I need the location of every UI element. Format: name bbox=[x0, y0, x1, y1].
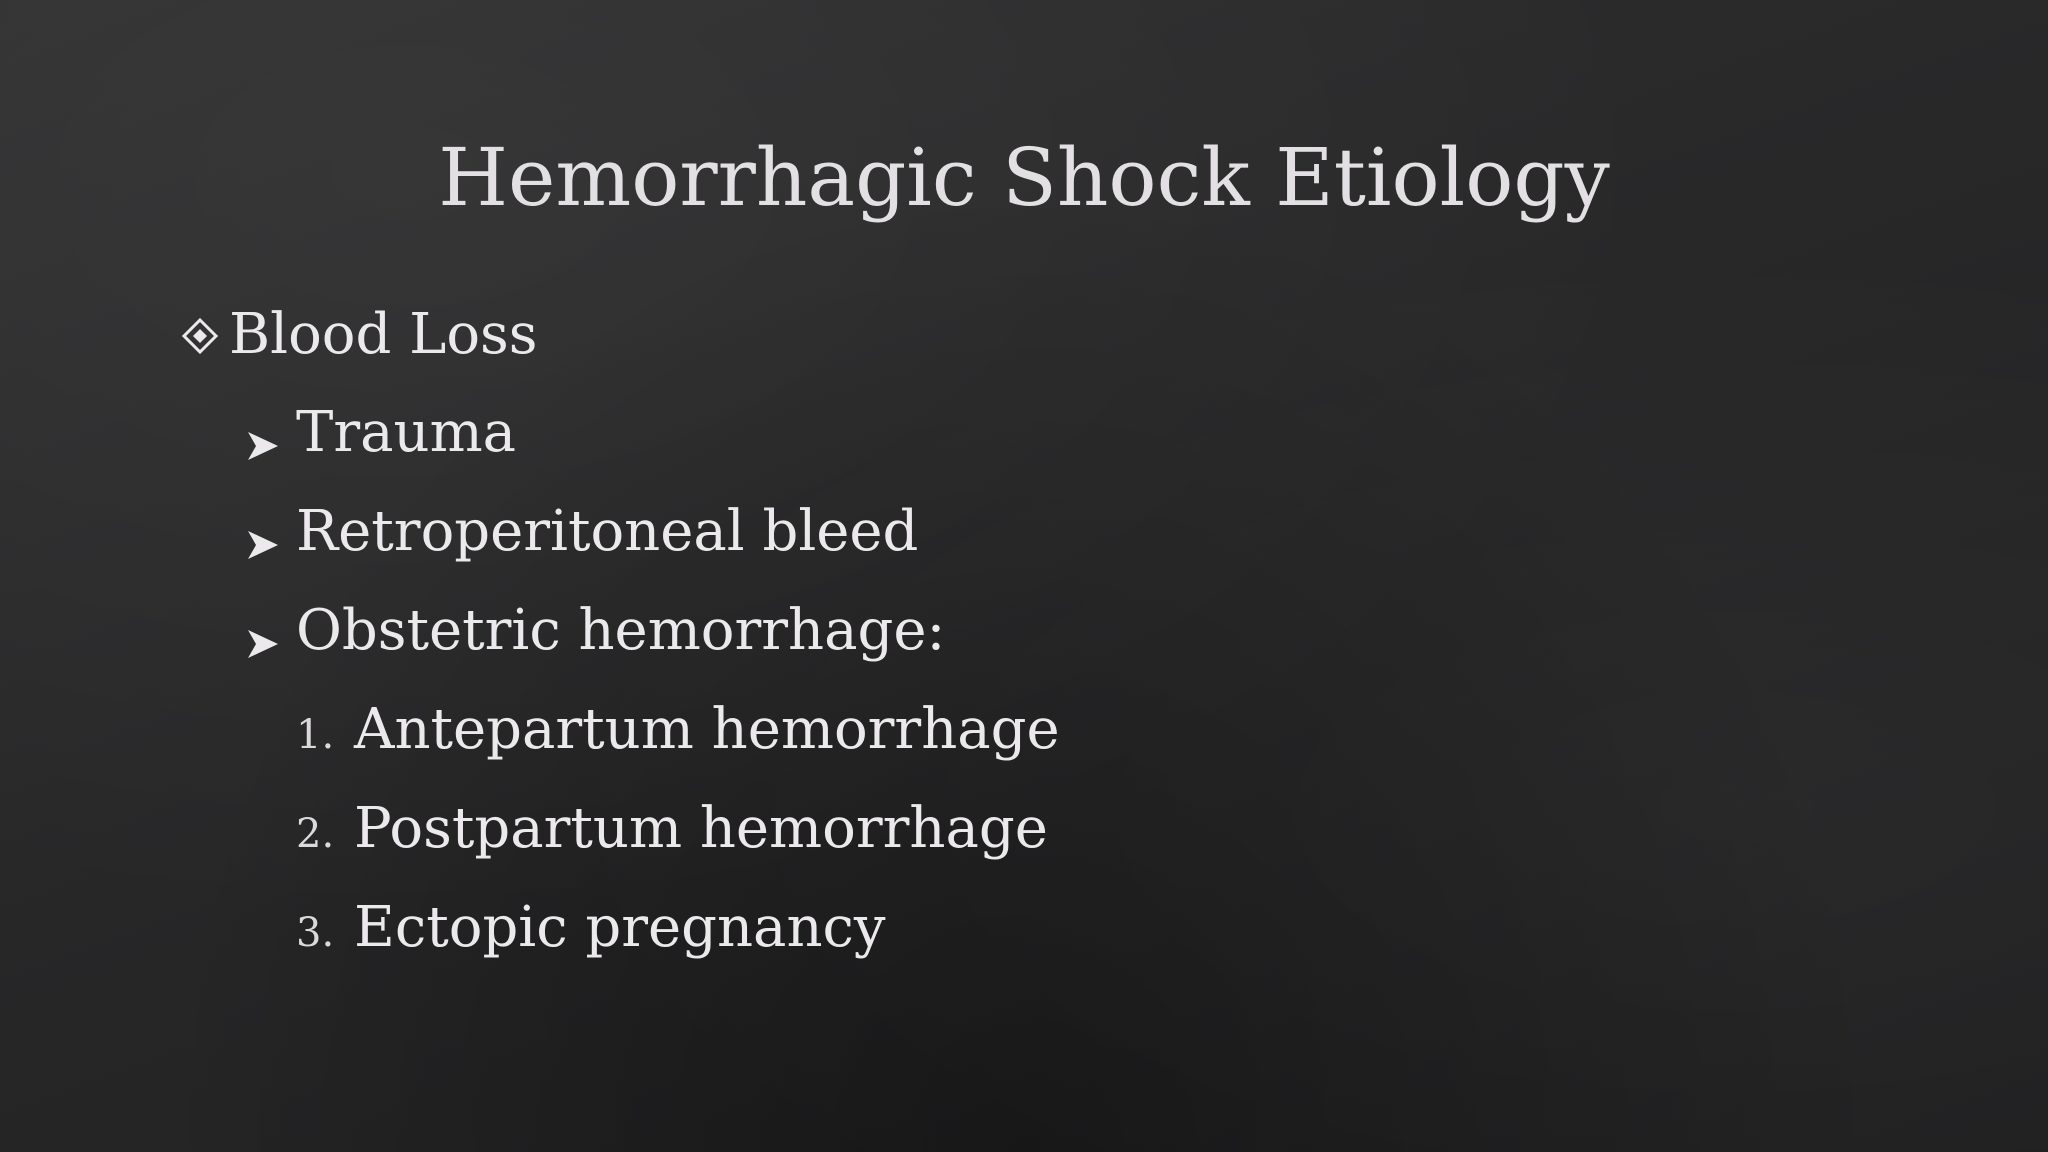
diamond-bullet-icon bbox=[175, 310, 225, 360]
arrow-bullet-icon bbox=[244, 512, 282, 552]
bullet-text: Obstetric hemorrhage: bbox=[296, 598, 946, 663]
bullet-blood-loss bbox=[175, 302, 538, 367]
numbered-item-postpartum bbox=[296, 796, 1048, 861]
arrow-bullet-icon bbox=[244, 611, 282, 651]
bullet-text: Antepartum hemorrhage bbox=[354, 697, 1060, 762]
bullet-text: Postpartum hemorrhage bbox=[354, 796, 1048, 861]
list-number: 2. bbox=[296, 810, 335, 857]
bullet-text: Blood Loss bbox=[229, 302, 538, 367]
numbered-item-antepartum bbox=[296, 697, 1060, 762]
list-number: 1. bbox=[296, 711, 335, 758]
list-number: 3. bbox=[296, 909, 335, 956]
slide-title: Hemorrhagic Shock Etiology bbox=[438, 131, 1610, 224]
bullet-text: Trauma bbox=[296, 400, 517, 465]
arrow-bullet-icon bbox=[244, 413, 282, 453]
bullet-text: Ectopic pregnancy bbox=[354, 895, 886, 960]
sub-bullet-obstetric bbox=[244, 598, 945, 663]
sub-bullet-retroperitoneal bbox=[244, 499, 918, 564]
bullet-text: Retroperitoneal bleed bbox=[296, 499, 919, 564]
sub-bullet-trauma bbox=[244, 400, 516, 465]
numbered-item-ectopic bbox=[296, 895, 886, 960]
